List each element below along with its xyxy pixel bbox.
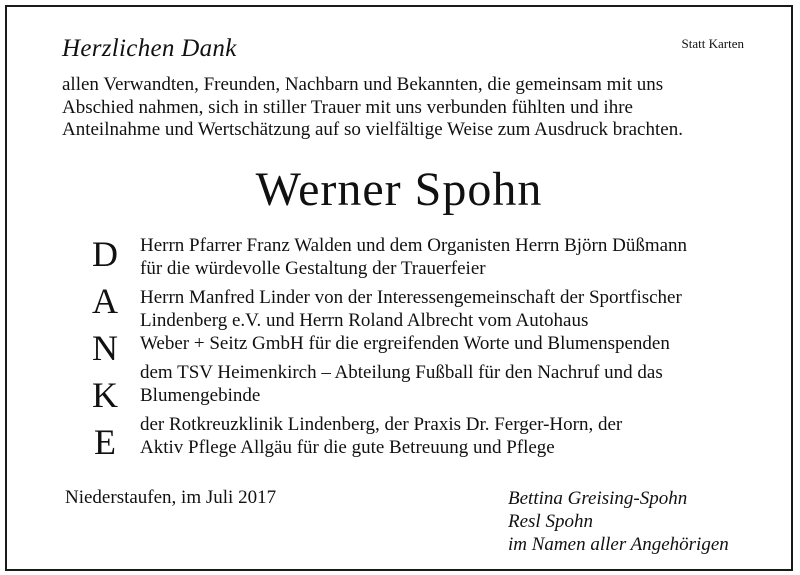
thanks-entry <box>140 413 790 459</box>
thanks-line: der Rotkreuzklinik Lindenberg, der Praxis Dr. Ferger-Horn, der <box>140 414 623 435</box>
notice-card <box>5 5 793 571</box>
signature-line: im Namen aller Angehörigen <box>508 534 729 555</box>
place-date: Niederstaufen, im Juli 2017 <box>65 487 277 508</box>
danke-column <box>85 231 125 466</box>
thanks-line: Herrn Manfred Linder von der Interessengemeinschaft der Sportfischer <box>140 287 682 308</box>
intro-line: Anteilnahme und Wertschätzung auf so vielfältige Weise zum Ausdruck brachten. <box>62 119 683 140</box>
danke-letter: K <box>92 375 118 415</box>
thanks-line: für die würdevolle Gestaltung der Trauerfeier <box>140 258 486 279</box>
thanks-line: Herrn Pfarrer Franz Walden und dem Organisten Herrn Björn Düßmann <box>140 235 688 256</box>
heading: Herzlichen Dank <box>62 35 237 62</box>
danke-letter: D <box>92 234 118 274</box>
thanks-line: Lindenberg e.V. und Herrn Roland Albrecht vom Autohaus <box>140 310 589 331</box>
danke-letter: N <box>92 328 118 368</box>
thanks-entry <box>140 286 790 355</box>
thanks-line: Aktiv Pflege Allgäu für die gute Betreuung und Pflege <box>140 437 555 458</box>
statt-karten-label: Statt Karten <box>681 36 744 51</box>
intro-text <box>62 74 782 142</box>
signature-block <box>508 487 729 556</box>
danke-letter: E <box>94 422 116 462</box>
intro-line: allen Verwandten, Freunden, Nachbarn und Bekannten, die gemeinsam mit uns <box>62 74 664 95</box>
intro-line: Abschied nahmen, sich in stiller Trauer mit uns verbunden fühlten und ihre <box>62 96 633 118</box>
thanks-list <box>140 234 790 465</box>
thanks-entry <box>140 234 790 280</box>
danke-letter: A <box>92 281 118 321</box>
thanks-entry <box>140 361 790 407</box>
signature-line: Bettina Greising-Spohn <box>508 488 688 509</box>
signature-line: Resl Spohn <box>508 511 593 532</box>
thanks-line: Weber + Seitz GmbH für die ergreifenden Worte und Blumenspenden <box>140 333 670 354</box>
thanks-line: dem TSV Heimenkirch – Abteilung Fußball für den Nachruf und das <box>140 362 663 383</box>
thanks-line: Blumengebinde <box>140 385 261 406</box>
deceased-name: Werner Spohn <box>255 163 543 216</box>
